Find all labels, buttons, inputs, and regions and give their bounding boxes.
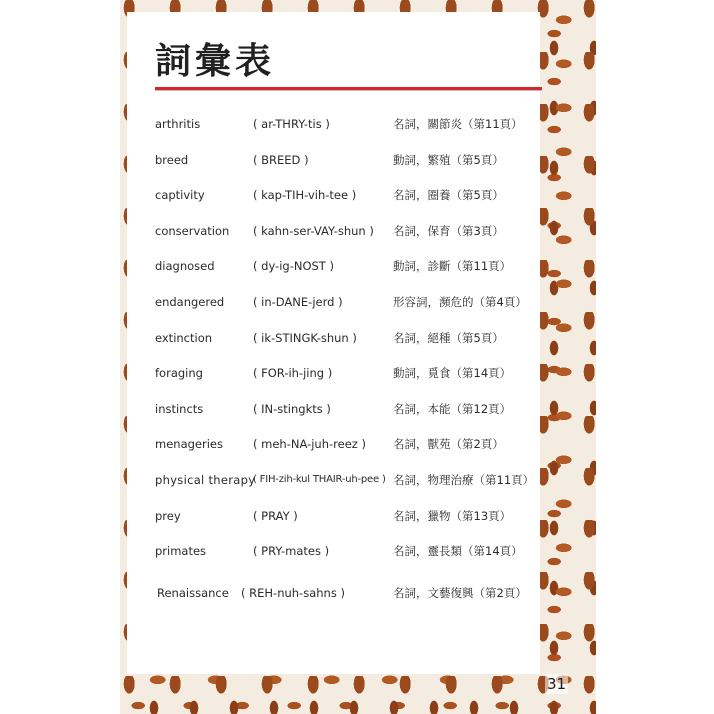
entry-word: menageries <box>155 437 223 452</box>
entry-word: diagnosed <box>155 259 215 274</box>
glossary-entry <box>153 397 545 433</box>
entry-definition: 名詞，文藝復興（第2頁） <box>393 585 527 600</box>
glossary-entry <box>153 183 545 219</box>
entry-definition: 動詞，診斷（第11頁） <box>393 259 512 274</box>
entry-pronunciation: ( kap-TIH-vih-tee ) <box>253 188 357 203</box>
glossary-entry <box>153 148 545 184</box>
entry-pronunciation: ( FOR-ih-jing ) <box>253 366 333 381</box>
entry-word: Renaissance <box>157 585 229 600</box>
glossary-entry <box>153 361 545 397</box>
entry-pronunciation: ( ar-THRY-tis ) <box>253 117 330 131</box>
glossary-entry <box>153 432 545 468</box>
entry-pronunciation: ( ik-STINGK-shun ) <box>253 330 357 345</box>
glossary-entry <box>153 254 545 290</box>
entry-definition: 名詞，圈養（第5頁） <box>393 188 504 203</box>
glossary-entry <box>153 575 545 615</box>
entry-definition: 名詞，獵物（第13頁） <box>393 508 512 523</box>
heading <box>155 39 542 91</box>
entry-word: physical therapy <box>155 472 256 487</box>
entry-pronunciation: ( meh-NA-juh-reez ) <box>253 437 366 452</box>
entry-definition: 名詞，保育（第3頁） <box>393 223 504 238</box>
glossary-list <box>153 112 545 615</box>
entry-definition: 名詞，絕種（第5頁） <box>393 330 504 345</box>
entry-pronunciation: ( FIH-zih-kul THAIR-uh-pee ) <box>253 473 386 485</box>
entry-definition: 名詞，關節炎（第11頁） <box>393 117 523 131</box>
entry-definition: 名詞，本能（第12頁） <box>393 401 512 416</box>
entry-word: instincts <box>155 401 204 416</box>
entry-word: breed <box>155 152 189 167</box>
entry-definition: 動詞，覓食（第14頁） <box>393 366 512 381</box>
entry-pronunciation: ( IN-stingkts ) <box>253 401 331 416</box>
glossary-entry <box>153 290 545 326</box>
entry-word: endangered <box>155 294 225 309</box>
entry-word: captivity <box>155 188 205 203</box>
glossary-entry <box>153 504 545 540</box>
page-number: 31 <box>547 675 567 693</box>
entry-definition: 名詞，獸苑（第2頁） <box>393 437 504 452</box>
glossary-entry <box>153 219 545 255</box>
entry-pronunciation: ( BREED ) <box>253 152 309 167</box>
entry-definition: 名詞，靈長類（第14頁） <box>393 544 523 559</box>
entry-word: conservation <box>155 223 230 238</box>
glossary-entry <box>153 326 545 362</box>
entry-word: foraging <box>155 366 203 381</box>
entry-definition: 形容詞，瀕危的（第4頁） <box>393 294 527 309</box>
entry-pronunciation: ( REH-nuh-sahns ) <box>241 585 345 600</box>
glossary-entry <box>153 539 545 575</box>
glossary-entry <box>153 468 545 504</box>
title-underline-shadow <box>155 90 542 91</box>
entry-word: arthritis <box>155 117 201 131</box>
entry-pronunciation: ( in-DANE-jerd ) <box>253 294 343 309</box>
entry-word: extinction <box>155 330 213 345</box>
entry-definition: 動詞，繁殖（第5頁） <box>393 152 504 167</box>
entry-definition: 名詞，物理治療（第11頁） <box>393 472 535 487</box>
entry-word: prey <box>155 508 181 523</box>
entry-pronunciation: ( dy-ig-NOST ) <box>253 259 334 274</box>
entry-pronunciation: ( PRY-mates ) <box>253 544 330 559</box>
entry-pronunciation: ( PRAY ) <box>253 508 298 523</box>
glossary-entry <box>153 112 545 148</box>
entry-pronunciation: ( kahn-ser-VAY-shun ) <box>253 223 374 238</box>
page-title: 詞彙表 <box>155 41 276 82</box>
entry-word: primates <box>155 544 207 559</box>
